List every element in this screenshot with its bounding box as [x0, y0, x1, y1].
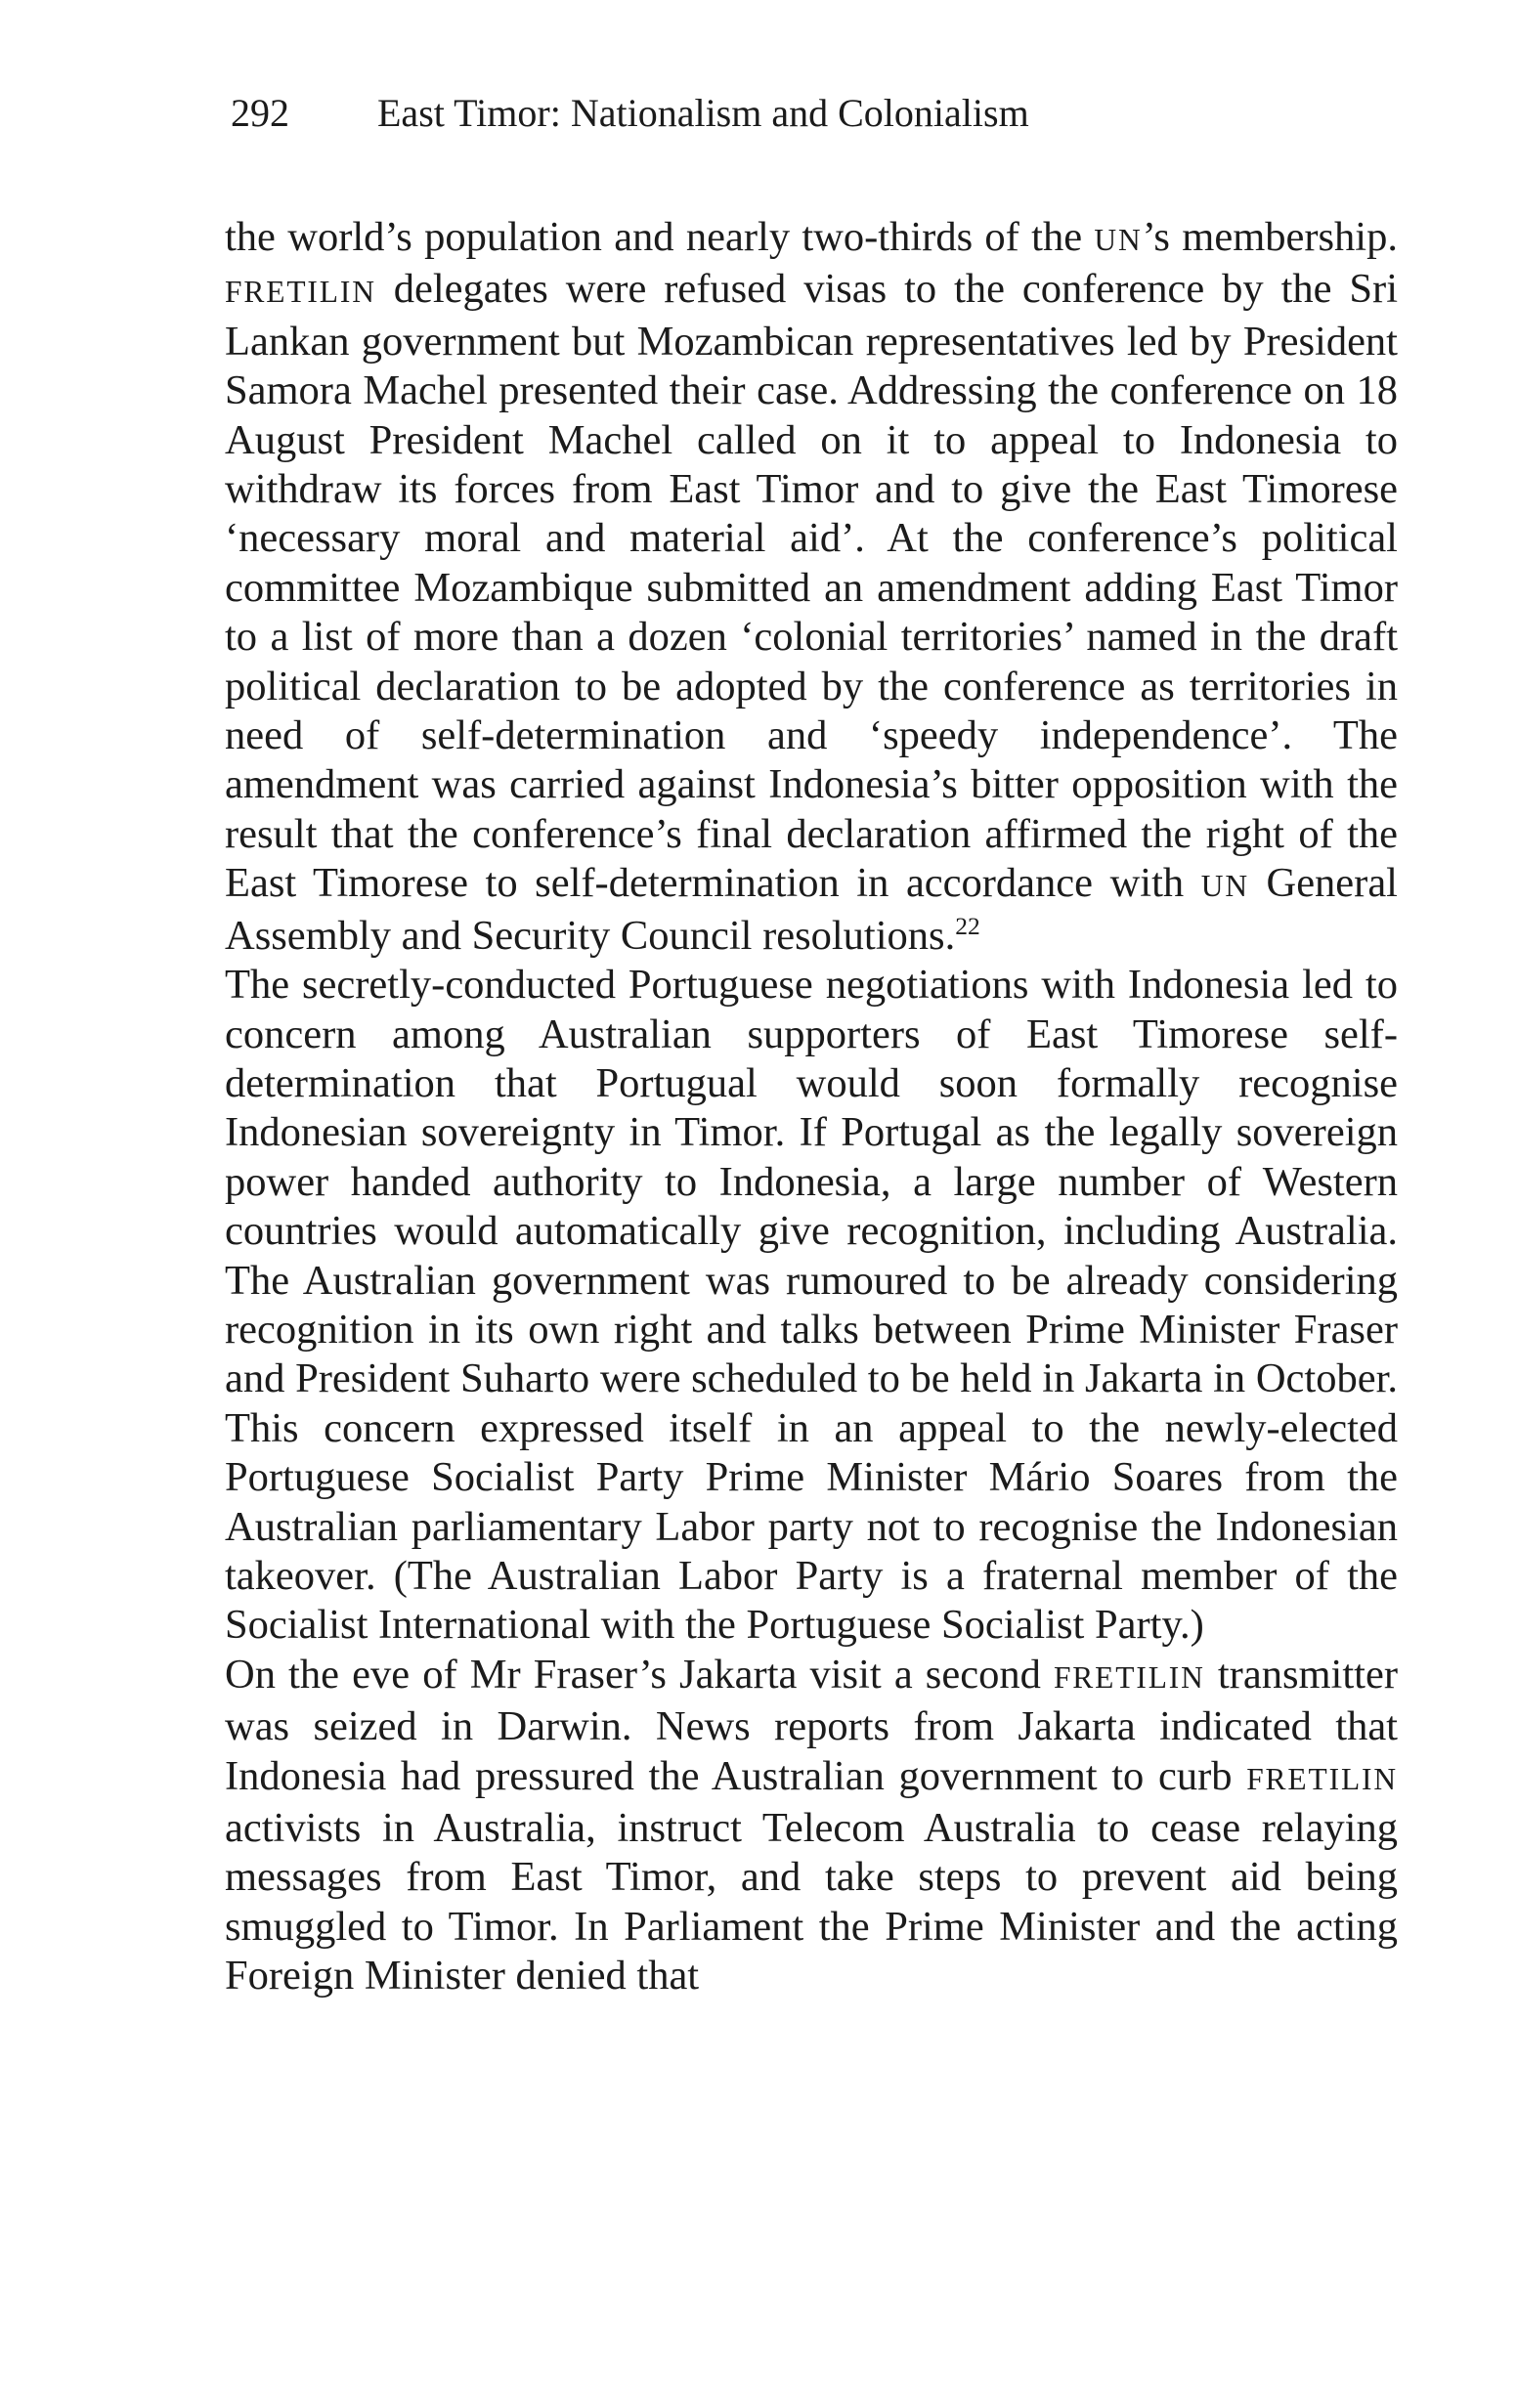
acronym-fretilin: FRETILIN [1246, 1761, 1398, 1796]
running-head [231, 90, 1404, 137]
paragraph-3 [225, 1651, 1398, 2001]
paragraph-1 [225, 213, 1398, 961]
body-text [225, 213, 1398, 2001]
text-run: On the eve of Mr Fraser’s Jakarta visit a second [225, 1651, 1054, 1698]
text-run: ’s membership. [1142, 214, 1398, 260]
acronym-fretilin: FRETILIN [225, 275, 376, 310]
text-run: General Assembly and Security Council resolutions. [225, 860, 1398, 959]
running-title: East Timor: Nationalism and Colonialism [377, 91, 1029, 135]
acronym-un: UN [1200, 869, 1249, 904]
footnote-ref: 22 [955, 911, 980, 940]
paragraph-2: The secretly-conducted Portuguese negotiations with Indonesia led to concern among Australian supporters of East Timorese self-determination that Portugual would soon formally recognise Indonesian sovereignty in Timor. If Portugal as the legally sovereign power handed authority to Indonesia, a large number of Western countries would automatically give recognition, including Australia. The Australian government was rumoured to be already considering recognition in its own right and talks between Prime Minister Fraser and President Suharto were scheduled to be held in Jakarta in October. This concern expressed itself in an appeal to the newly-elected Portuguese Socialist Party Prime Minister Mário Soares from the Australian parliamentary Labor party not to recognise the Indonesian takeover. (The Australian Labor Party is a fraternal member of the Socialist International with the Portuguese Socialist Party.) [225, 962, 1398, 1649]
acronym-un: UN [1094, 223, 1143, 257]
acronym-fretilin: FRETILIN [1053, 1659, 1205, 1695]
page-number: 292 [231, 91, 289, 135]
text-run: delegates were refused visas to the conference by the Sri Lankan government but Mozambican representatives led by President Samora Machel presented their case. Addressing the conference on 18 August President Machel called on it to appeal to Indonesia to withdraw its forces from East Timor and to give the East Timorese ‘necessary moral and material aid’. At the conference’s political committee Mozambique submitted an amendment adding East Timor to a list of more than a dozen ‘colonial territories’ named in the draft political declaration to be adopted by the conference as territories in need of self-determination and ‘speedy independence’. The amendment was carried against Indonesia’s bitter opposition with the result that the conference’s final declaration affirmed the right of the East Timorese to self-determination in accordance with [225, 266, 1398, 907]
text-run: activists in Australia, instruct Telecom Australia to cease relaying messages from East Timor, and take steps to prevent aid being smuggled to Timor. In Parliament the Prime Minister and the acting Foreign Minister denied that [225, 1805, 1398, 2000]
text-run: transmitter was seized in Darwin. News reports from Jakarta indicated that Indonesia had pressured the Australian government to curb [225, 1651, 1398, 1799]
text-run: the world’s population and nearly two-thirds of the [225, 214, 1095, 260]
